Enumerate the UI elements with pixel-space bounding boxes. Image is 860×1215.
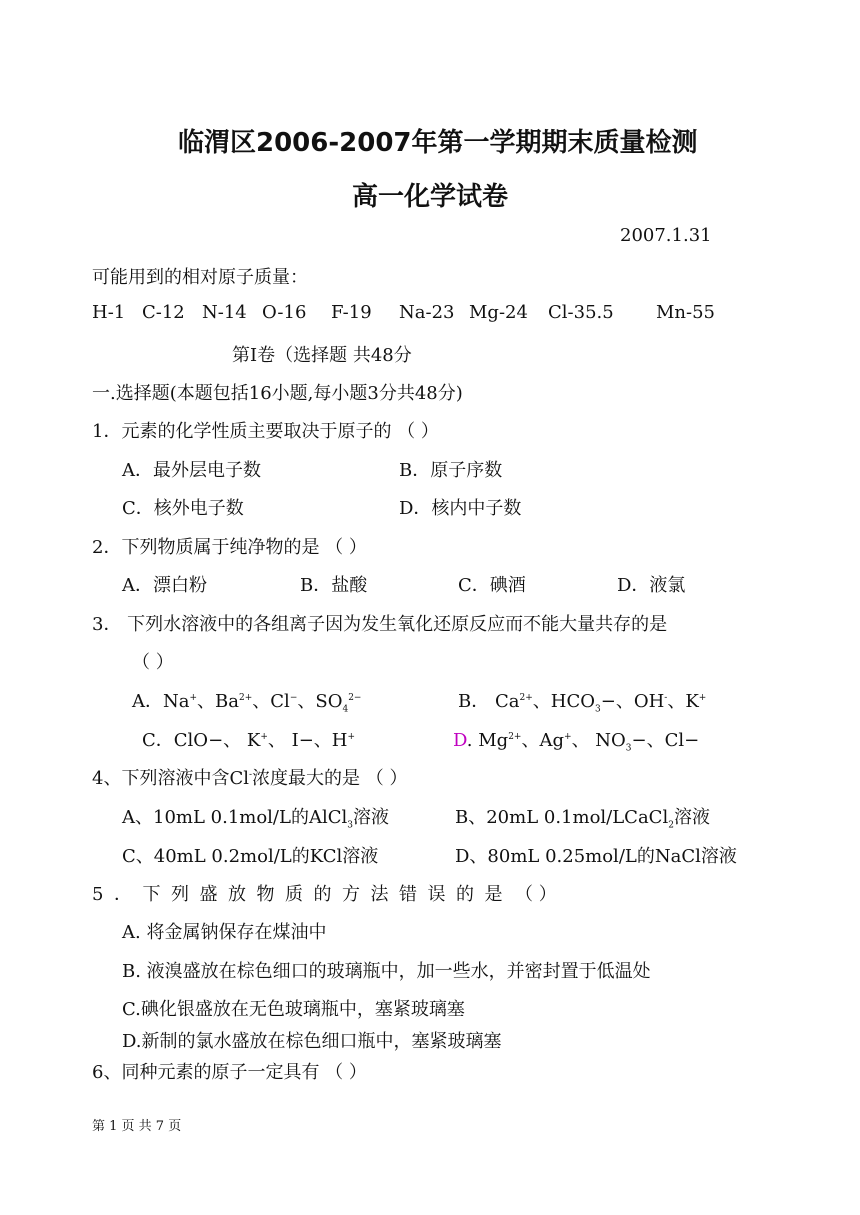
option-label: D — [453, 730, 467, 751]
question-5-option-c: C.碘化银盛放在无色玻璃瓶中，塞紧玻璃塞 — [122, 999, 465, 1020]
formula-subscript: 3 — [347, 820, 353, 831]
ion: OH — [633, 691, 665, 712]
atomic-mass-item: Mn-55 — [656, 302, 716, 323]
question-3-option-d — [453, 726, 699, 752]
question-1-option-b: B．原子序数 — [399, 460, 503, 481]
atomic-mass-item: Na-23 — [399, 302, 455, 323]
question-4-option-d: D、80mL 0.25mol/L的NaCl溶液 — [455, 846, 737, 867]
section-instruction: 一.选择题(本题包括16小题,每小题3分共48分) — [92, 383, 463, 404]
option-label: B． — [458, 691, 495, 712]
question-4-stem — [92, 764, 407, 790]
atomic-mass-label: 可能用到的相对原子质量： — [92, 267, 308, 288]
stem-text: 浓度最大的是 （ ） — [252, 768, 408, 789]
atomic-mass-item: Cl-35.5 — [548, 302, 614, 323]
question-2-option-c: C．碘酒 — [458, 575, 526, 596]
question-3-option-c — [142, 726, 355, 752]
ion-charge: − — [631, 730, 647, 751]
ion: Cl — [270, 691, 290, 712]
option-text: B、20mL 0.1mol/LCaCl — [455, 807, 669, 828]
page-subtitle: 高一化学试卷 — [352, 182, 509, 212]
ion-charge: 2+ — [239, 693, 253, 703]
section-heading: 第Ⅰ卷（选择题 共48分 — [232, 345, 412, 366]
ion: Ca — [494, 691, 520, 712]
ion-charge: 2+ — [508, 732, 522, 742]
option-text: 、 I — [267, 730, 299, 751]
ion: Na — [163, 691, 190, 712]
ion-charge: - — [664, 693, 668, 703]
question-2-option-d: D．液氯 — [617, 575, 686, 596]
question-2-option-b: B．盐酸 — [300, 575, 368, 596]
ion-charge: + — [698, 693, 707, 703]
option-text: 、 NO — [571, 730, 626, 751]
formula-subscript: 2 — [668, 820, 674, 831]
question-1-option-d: D．核内中子数 — [399, 498, 522, 519]
ion-subscript: 3 — [594, 704, 601, 715]
option-text: 、Ag — [521, 730, 565, 751]
option-text: A、10mL 0.1mol/L的AlCl — [122, 807, 348, 828]
option-text: −、H — [298, 730, 348, 751]
atomic-mass-item: N-14 — [202, 302, 247, 323]
question-1-option-a: A．最外层电子数 — [122, 460, 261, 481]
question-1-option-c: C．核外电子数 — [122, 498, 244, 519]
ion-charge: - — [248, 770, 253, 780]
ion-charge: − — [684, 730, 700, 751]
ion-charge: + — [260, 732, 268, 742]
atomic-mass-item: F-19 — [331, 302, 372, 323]
atomic-mass-item: H-1 — [92, 302, 126, 323]
ion-charge: − — [289, 693, 298, 703]
option-text: −、 K — [208, 730, 261, 751]
ion-charge: + — [189, 693, 198, 703]
separator: 、 — [532, 691, 551, 712]
question-4-option-b — [455, 803, 710, 829]
option-text: 溶液 — [673, 807, 710, 828]
question-5-stem: 5．下列盛放物质的方法错误的是 — [92, 884, 513, 905]
question-3-option-b — [458, 687, 706, 713]
question-3-option-a — [132, 687, 361, 713]
question-6-stem: 6、同种元素的原子一定具有 （ ） — [92, 1062, 367, 1083]
question-5-option-a: A. 将金属钠保存在煤油中 — [122, 922, 327, 943]
ion-charge: + — [347, 732, 356, 742]
atomic-mass-item: C-12 — [142, 302, 185, 323]
ion: K — [685, 691, 699, 712]
ion-charge: − — [600, 691, 616, 712]
ion: HCO — [550, 691, 595, 712]
exam-date: 2007.1.31 — [620, 225, 712, 246]
separator: 、 — [197, 691, 216, 712]
question-2-stem: 2．下列物质属于纯净物的是 （ ） — [92, 537, 367, 558]
ion-subscript: 4 — [342, 704, 349, 715]
atomic-mass-item: Mg-24 — [469, 302, 528, 323]
separator: 、 — [667, 691, 686, 712]
question-1-stem: 1．元素的化学性质主要取决于原子的 （ ） — [92, 421, 439, 442]
ion: Ba — [215, 691, 239, 712]
ion-charge: 2− — [348, 693, 362, 703]
ion-charge: + — [564, 732, 572, 742]
atomic-mass-item: O-16 — [262, 302, 307, 323]
option-text: C．ClO — [142, 730, 209, 751]
question-5-option-b: B. 液溴盛放在棕色细口的玻璃瓶中，加一些水，并密封置于低温处 — [122, 961, 651, 982]
option-text: . Mg — [466, 730, 509, 751]
ion-charge: 2+ — [519, 693, 533, 703]
question-4-option-c: C、40mL 0.2mol/L的KCl溶液 — [122, 846, 379, 867]
separator: 、 — [615, 691, 634, 712]
page-footer: 第 1 页 共 7 页 — [92, 1119, 182, 1134]
ion-subscript: 3 — [625, 743, 632, 754]
ion: SO — [315, 691, 343, 712]
question-5-paren: （ ） — [515, 884, 557, 905]
question-2-option-a: A．漂白粉 — [122, 575, 207, 596]
stem-text: 4、下列溶液中含Cl — [92, 768, 249, 789]
question-4-option-a — [122, 803, 389, 829]
question-5-option-d: D.新制的氯水盛放在棕色细口瓶中，塞紧玻璃塞 — [122, 1031, 502, 1052]
separator: 、 — [252, 691, 271, 712]
page-title: 临渭区2006-2007年第一学期期末质量检测 — [178, 128, 698, 158]
question-3-paren: （ ） — [132, 652, 174, 673]
option-text: 溶液 — [352, 807, 389, 828]
question-3-stem: 3． 下列水溶液中的各组离子因为发生氧化还原反应而不能大量共存的是 — [92, 614, 668, 635]
separator: 、 — [297, 691, 316, 712]
option-label: A． — [132, 691, 163, 712]
option-text: 、Cl — [646, 730, 685, 751]
